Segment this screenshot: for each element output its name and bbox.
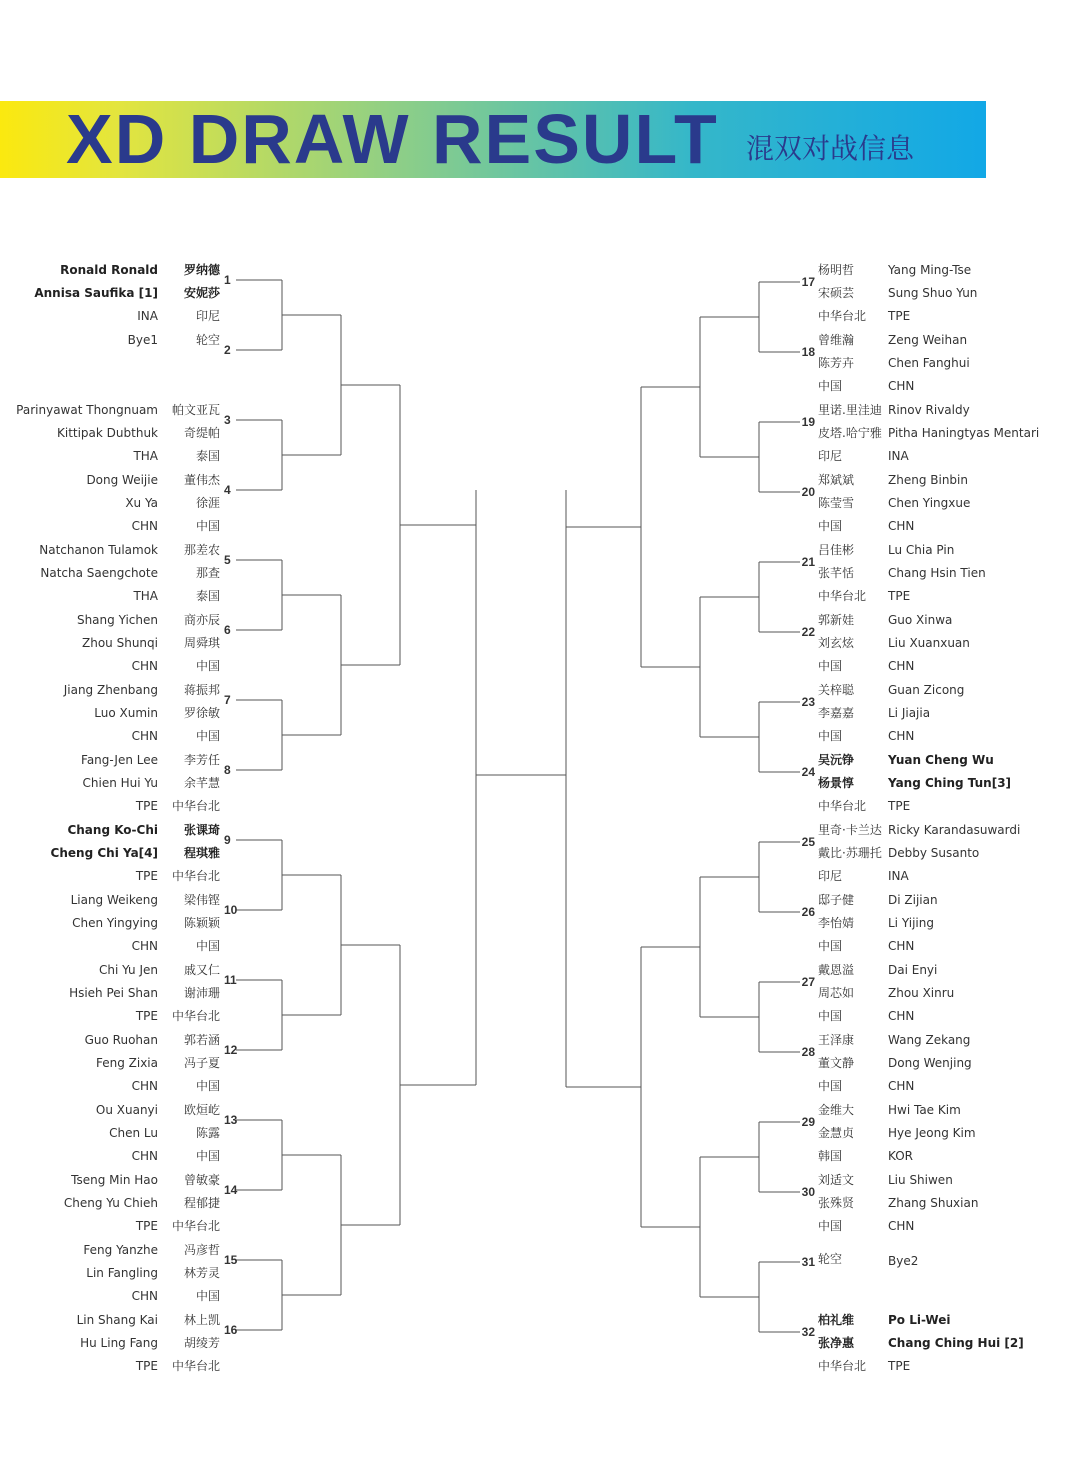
player-name: Yang Ching Tun[3] [888, 776, 1012, 790]
player-name: Parinyawat Thongnuam [16, 403, 158, 417]
player-name-cn: 张净惠 [818, 1336, 855, 1350]
player-name-cn: 陈芳卉 [818, 356, 855, 370]
player-name: Guo Xinwa [888, 613, 953, 627]
bye-label: Bye2 [888, 1254, 919, 1268]
player-name-cn: 蒋振邦 [183, 683, 220, 697]
player-name-cn: 那查 [195, 566, 220, 580]
country-name-cn: 印尼 [818, 449, 843, 463]
draw-position-number: 7 [224, 693, 231, 707]
player-name-cn: 奇缇帕 [183, 426, 220, 440]
player-name-cn: 董文静 [818, 1056, 855, 1070]
player-name-cn: 吴沅铮 [818, 753, 855, 767]
draw-position-number: 18 [801, 345, 815, 359]
player-name: Shang Yichen [76, 613, 158, 627]
country-code: CHN [888, 939, 915, 953]
player-name-cn: 陈露 [195, 1126, 220, 1140]
player-name-cn: 吕佳彬 [818, 543, 855, 557]
player-name: Ronald Ronald [60, 263, 158, 277]
draw-position-number: 8 [224, 763, 231, 777]
player-name-cn: 里诺.里洼迪 [818, 403, 882, 417]
draw-position-number: 32 [801, 1325, 815, 1339]
player-name: Jiang Zhenbang [63, 683, 158, 697]
country-code: CHN [131, 1289, 158, 1303]
country-name-cn: 中华台北 [171, 799, 220, 813]
player-name-cn: 周芯如 [818, 986, 855, 1000]
country-code: INA [888, 449, 909, 463]
player-name-cn: 柏礼维 [818, 1313, 855, 1327]
country-code: CHN [888, 379, 915, 393]
player-name: Zheng Binbin [888, 473, 968, 487]
player-name: Yang Ming-Tse [888, 263, 972, 277]
country-code: CHN [131, 659, 158, 673]
player-name-cn: 王泽康 [818, 1033, 855, 1047]
player-name: Xu Ya [125, 496, 158, 510]
country-code: CHN [888, 1079, 915, 1093]
country-name-cn: 中国 [195, 519, 220, 533]
country-name-cn: 中华台北 [818, 799, 867, 813]
player-name: Chang Ko-Chi [67, 823, 158, 837]
player-name-cn: 戴比·苏珊托 [818, 846, 882, 860]
player-name: Chen Yingxue [888, 496, 971, 510]
player-name-cn: 杨景惇 [818, 776, 855, 790]
country-code: CHN [131, 1149, 158, 1163]
country-code: TPE [888, 1359, 911, 1373]
country-name-cn: 中国 [818, 1079, 843, 1093]
country-code: INA [137, 309, 158, 323]
player-name: Pitha Haningtyas Mentari [888, 426, 1040, 440]
country-name-cn: 印尼 [818, 869, 843, 883]
player-name-cn: 商亦辰 [183, 613, 220, 627]
player-name: Chen Yingying [72, 916, 158, 930]
country-name-cn: 中国 [818, 939, 843, 953]
country-name-cn: 中国 [818, 729, 843, 743]
draw-position-number: 2 [224, 343, 231, 357]
player-name-cn: 刘玄炫 [818, 636, 855, 650]
draw-position-number: 6 [224, 623, 231, 637]
draw-position-number: 19 [801, 415, 815, 429]
player-name: Dai Enyi [888, 963, 938, 977]
country-name-cn: 泰国 [195, 589, 220, 603]
country-code: CHN [131, 1079, 158, 1093]
draw-position-number: 10 [224, 903, 238, 917]
player-name: Lin Shang Kai [76, 1313, 158, 1327]
player-name: Ricky Karandasuwardi [888, 823, 1021, 837]
player-name-cn: 张殊贤 [818, 1196, 855, 1210]
player-name-cn: 李怡婧 [818, 916, 855, 930]
player-name: Ou Xuanyi [95, 1103, 158, 1117]
player-name: Dong Weijie [86, 473, 158, 487]
player-name: Debby Susanto [888, 846, 980, 860]
country-code: CHN [131, 729, 158, 743]
draw-position-number: 20 [801, 485, 815, 499]
draw-position-number: 1 [224, 273, 231, 287]
bye-label-cn: 轮空 [818, 1252, 843, 1266]
player-name: Yuan Cheng Wu [888, 753, 994, 767]
country-code: CHN [888, 659, 915, 673]
player-name-cn: 里奇·卡兰达 [818, 823, 882, 837]
draw-position-number: 27 [801, 975, 815, 989]
player-name: Lu Chia Pin [888, 543, 955, 557]
country-code: TPE [135, 799, 158, 813]
draw-position-number: 14 [224, 1183, 238, 1197]
player-name-cn: 徐涯 [195, 496, 220, 510]
country-code: CHN [888, 729, 915, 743]
player-name-cn: 杨明哲 [818, 263, 855, 277]
country-name-cn: 中国 [195, 1289, 220, 1303]
player-name: Liu Xuanxuan [888, 636, 970, 650]
player-name: Liang Weikeng [70, 893, 158, 907]
player-name: Dong Wenjing [888, 1056, 972, 1070]
country-code: CHN [888, 1009, 915, 1023]
player-name: Zhou Shunqi [82, 636, 158, 650]
country-name-cn: 中华台北 [171, 1219, 220, 1233]
country-name-cn: 中国 [818, 659, 843, 673]
player-name-cn: 郭若涵 [183, 1033, 220, 1047]
player-name-cn: 董伟杰 [183, 473, 220, 487]
player-name: Natcha Saengchote [40, 566, 158, 580]
country-code: TPE [135, 869, 158, 883]
player-name: Li Yijing [888, 916, 934, 930]
country-code: TPE [135, 1009, 158, 1023]
player-name-cn: 戴恩溢 [818, 963, 855, 977]
player-name: Chen Lu [109, 1126, 158, 1140]
player-name: Cheng Chi Ya[4] [50, 846, 158, 860]
country-name-cn: 中国 [195, 659, 220, 673]
player-name: Chi Yu Jen [98, 963, 158, 977]
country-code: TPE [888, 309, 911, 323]
draw-position-number: 22 [801, 625, 815, 639]
draw-position-number: 13 [224, 1113, 238, 1127]
player-name: Natchanon Tulamok [39, 543, 158, 557]
country-name-cn: 中华台北 [818, 1359, 867, 1373]
player-name: Po Li-Wei [888, 1313, 951, 1327]
player-name: Zeng Weihan [888, 333, 968, 347]
player-name: Kittipak Dubthuk [56, 426, 158, 440]
country-name-cn: 中华台北 [171, 1009, 220, 1023]
player-name: Chang Ching Hui [2] [888, 1336, 1024, 1350]
country-name-cn: 中国 [818, 379, 843, 393]
draw-position-number: 23 [801, 695, 815, 709]
player-name: Sung Shuo Yun [888, 286, 978, 300]
player-name-cn: 欧烜屹 [183, 1103, 220, 1117]
country-name-cn: 中国 [195, 729, 220, 743]
player-name-cn: 邸子健 [818, 893, 855, 907]
player-name-cn: 林上凯 [183, 1313, 220, 1327]
country-code: TPE [135, 1219, 158, 1233]
player-name: Hye Jeong Kim [888, 1126, 976, 1140]
country-code: CHN [888, 1219, 915, 1233]
player-name: Cheng Yu Chieh [63, 1196, 158, 1210]
player-name: Chien Hui Yu [82, 776, 158, 790]
player-name: Wang Zekang [888, 1033, 971, 1047]
country-name-cn: 中国 [195, 939, 220, 953]
country-code: TPE [888, 799, 911, 813]
country-name-cn: 中国 [818, 1219, 843, 1233]
player-name-cn: 罗徐敏 [183, 706, 220, 720]
page-subtitle: 混双对战信息 [746, 132, 915, 165]
player-name-cn: 李芳任 [183, 753, 220, 767]
country-code: THA [133, 449, 158, 463]
player-name: Liu Shiwen [888, 1173, 953, 1187]
player-name: Li Jiajia [888, 706, 931, 720]
player-name-cn: 李嘉嘉 [818, 706, 855, 720]
player-name-cn: 宋硕芸 [818, 286, 855, 300]
draw-position-number: 21 [801, 555, 815, 569]
player-name-cn: 林芳灵 [183, 1266, 220, 1280]
draw-position-number: 30 [801, 1185, 815, 1199]
player-name: Feng Yanzhe [83, 1243, 158, 1257]
draw-position-number: 24 [801, 765, 815, 779]
player-name: Lin Fangling [86, 1266, 158, 1280]
player-name-cn: 曾维瀚 [818, 333, 855, 347]
player-name: Chen Fanghui [888, 356, 970, 370]
player-name: Tseng Min Hao [71, 1173, 158, 1187]
page-title: XD DRAW RESULT [66, 100, 719, 178]
player-name-cn: 冯彦哲 [183, 1243, 220, 1257]
draw-position-number: 3 [224, 413, 231, 427]
player-name: Annisa Saufika [1] [34, 286, 158, 300]
draw-position-number: 31 [801, 1255, 815, 1269]
country-code: CHN [131, 519, 158, 533]
draw-position-number: 26 [801, 905, 815, 919]
country-name-cn: 中国 [195, 1079, 220, 1093]
player-name-cn: 胡绫芳 [183, 1336, 220, 1350]
player-name-cn: 周舜琪 [183, 636, 220, 650]
player-name: Luo Xumin [94, 706, 158, 720]
country-name-cn: 韩国 [818, 1149, 843, 1163]
player-name-cn: 程郁捷 [183, 1196, 220, 1210]
player-name: Zhou Xinru [888, 986, 955, 1000]
country-code: CHN [131, 939, 158, 953]
player-name-cn: 梁伟铿 [183, 893, 220, 907]
player-name: Guo Ruohan [84, 1033, 158, 1047]
country-name-cn: 中国 [195, 1149, 220, 1163]
player-name: Fang-Jen Lee [81, 753, 158, 767]
player-name: Di Zijian [888, 893, 938, 907]
player-name: Hu Ling Fang [80, 1336, 158, 1350]
player-name: Guan Zicong [888, 683, 965, 697]
player-name-cn: 余芊慧 [183, 776, 220, 790]
country-name-cn: 印尼 [195, 309, 220, 323]
draw-position-number: 4 [224, 483, 231, 497]
player-name-cn: 陈莹雪 [818, 496, 855, 510]
player-name-cn: 关梓聪 [818, 683, 855, 697]
player-name-cn: 郑斌斌 [818, 473, 855, 487]
player-name-cn: 皮塔.哈宁雅 [818, 426, 882, 440]
player-name-cn: 曾敏豪 [183, 1173, 220, 1187]
player-name: Zhang Shuxian [888, 1196, 979, 1210]
player-name-cn: 张芊恬 [818, 566, 855, 580]
country-code: CHN [888, 519, 915, 533]
player-name-cn: 帕文亚瓦 [171, 403, 220, 417]
country-name-cn: 中国 [818, 1009, 843, 1023]
draw-position-number: 28 [801, 1045, 815, 1059]
player-name-cn: 罗纳德 [183, 263, 220, 277]
player-name: Rinov Rivaldy [888, 403, 970, 417]
player-name: Hsieh Pei Shan [69, 986, 158, 1000]
draw-position-number: 29 [801, 1115, 815, 1129]
player-name-cn: 郭新娃 [818, 613, 855, 627]
country-name-cn: 泰国 [195, 449, 220, 463]
country-code: THA [133, 589, 158, 603]
draw-position-number: 16 [224, 1323, 238, 1337]
bye-label: Bye1 [127, 333, 158, 347]
draw-position-number: 25 [801, 835, 815, 849]
country-name-cn: 中华台北 [818, 589, 867, 603]
draw-position-number: 11 [224, 973, 237, 987]
draw-position-number: 15 [224, 1253, 238, 1267]
player-name-cn: 刘适文 [818, 1173, 855, 1187]
country-code: TPE [888, 589, 911, 603]
player-name-cn: 那差农 [183, 543, 220, 557]
country-code: INA [888, 869, 909, 883]
player-name-cn: 金慧贞 [818, 1126, 855, 1140]
player-name-cn: 程琪雅 [183, 846, 220, 860]
player-name-cn: 冯子夏 [183, 1056, 220, 1070]
player-name-cn: 张课琦 [183, 823, 220, 837]
player-name-cn: 安妮莎 [183, 286, 220, 300]
player-name: Hwi Tae Kim [888, 1103, 961, 1117]
draw-position-number: 12 [224, 1043, 238, 1057]
draw-position-number: 17 [801, 275, 815, 289]
country-code: TPE [135, 1359, 158, 1373]
player-name: Chang Hsin Tien [888, 566, 986, 580]
draw-position-number: 5 [224, 553, 231, 567]
bye-label-cn: 轮空 [195, 333, 220, 347]
player-name-cn: 陈颖颖 [183, 916, 220, 930]
country-name-cn: 中华台北 [171, 1359, 220, 1373]
draw-position-number: 9 [224, 833, 231, 847]
country-code: KOR [888, 1149, 913, 1163]
player-name-cn: 戚又仁 [183, 963, 220, 977]
player-name-cn: 金维大 [818, 1103, 855, 1117]
country-name-cn: 中国 [818, 519, 843, 533]
country-name-cn: 中华台北 [171, 869, 220, 883]
player-name: Feng Zixia [95, 1056, 158, 1070]
country-name-cn: 中华台北 [818, 309, 867, 323]
player-name-cn: 谢沛珊 [183, 986, 220, 1000]
